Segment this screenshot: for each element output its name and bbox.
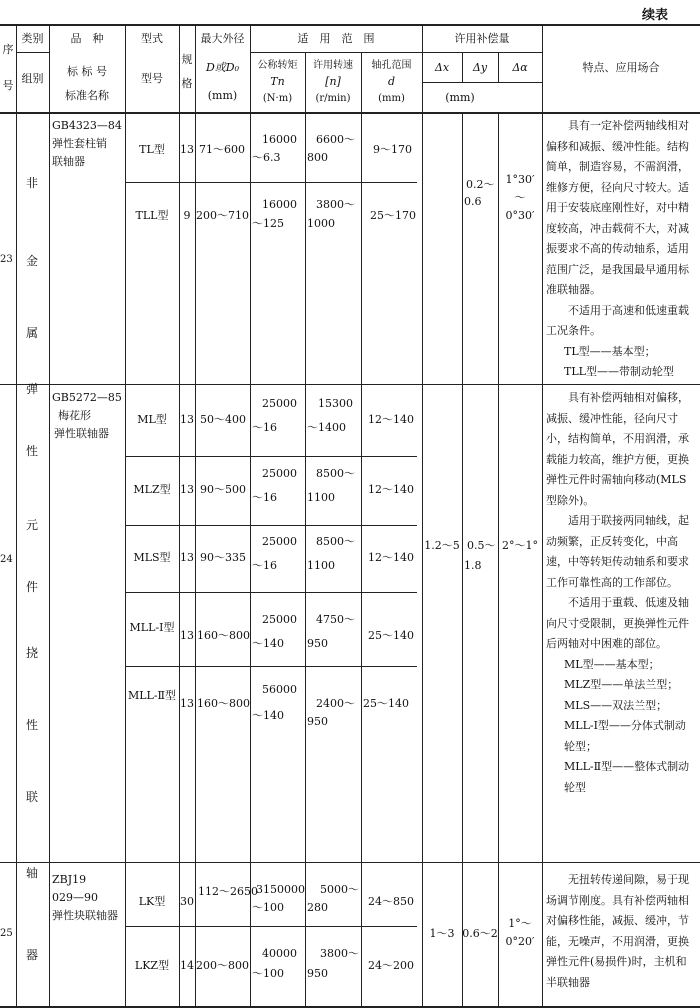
da-cell: 0°30′ xyxy=(505,209,535,222)
speed-cell: 280 xyxy=(307,901,328,914)
bore-cell: 25～140 xyxy=(368,629,414,642)
torque-cell: ～140 xyxy=(252,709,284,722)
od-cell: 160～800 xyxy=(197,629,250,642)
spec-cell: 14 xyxy=(180,959,194,972)
col-rule-14 xyxy=(542,24,543,1008)
od-cell: 160～800 xyxy=(197,697,250,710)
col-rule-8 xyxy=(361,52,362,1008)
standard-name: 联轴器 xyxy=(52,155,85,168)
features-paragraph: 具有补偿两轴相对偏移，减振、缓冲性能，径向尺寸小，结构简单，不用润滑，承载能力较高，维护方便，更换弹性元件时需轴向移动(MLS型除外)。 xyxy=(546,391,689,507)
standard-no: 029—90 xyxy=(52,891,98,904)
col-rule-7 xyxy=(305,52,306,1008)
features-paragraph: 具有一定补偿两轴线相对偏移和减振、缓冲性能。结构简单，制造容易，不需润滑，维修方便，径向尺寸较大。适用于安装底座刚性好，对中精度较高，冲击载荷不大，对减振要求不高的传动轴系，适用范围广泛，是我国最早通用标准联轴器。 xyxy=(546,119,689,296)
col-rule-4 xyxy=(179,24,180,1008)
category-char: 性 xyxy=(25,444,38,458)
torque-cell: ～16 xyxy=(252,421,277,434)
model-cell: MLL-Ⅰ型 xyxy=(129,621,175,634)
features-variant: MLL-Ⅱ型——整体式制动轮型 xyxy=(564,760,690,794)
spec-cell: 13 xyxy=(180,629,194,642)
category-char: 联 xyxy=(25,790,38,804)
torque-cell: 3150000 xyxy=(256,883,305,896)
standard-name: 弹性联轴器 xyxy=(54,427,109,440)
speed-cell: 950 xyxy=(307,637,328,650)
spec-cell: 13 xyxy=(180,413,194,426)
header-model-top: 型式 xyxy=(141,32,163,45)
dy-cell: 0.2～ xyxy=(466,178,495,191)
speed-cell: 4750～ xyxy=(316,613,355,626)
speed-cell: 800 xyxy=(307,151,328,164)
rule-comp-sub xyxy=(422,52,542,53)
bore-cell: 25～140 xyxy=(363,697,409,710)
header-max-od-symbol: D或D₀ xyxy=(205,61,240,74)
header-speed: 许用转速 xyxy=(313,60,353,71)
od-cell: 90～335 xyxy=(200,551,246,564)
dy-cell: 1.8 xyxy=(464,559,482,572)
category-char: 轴 xyxy=(25,866,38,880)
torque-cell: ～100 xyxy=(252,967,284,980)
rule-range-sub xyxy=(250,52,422,53)
rule-section-24-25 xyxy=(0,862,700,863)
header-compensation: 许用补偿量 xyxy=(454,32,510,45)
model-cell: MLL-Ⅱ型 xyxy=(127,689,177,702)
torque-cell: ～16 xyxy=(252,559,277,572)
category-vertical-text xyxy=(25,112,39,1006)
header-group: 组别 xyxy=(21,72,44,85)
header-max-od: 最大外径 xyxy=(200,32,245,45)
header-standard-name: 标准名称 xyxy=(65,89,109,102)
speed-cell: 1000 xyxy=(307,217,335,230)
torque-cell: 25000 xyxy=(262,467,297,480)
rule-mlz-mls xyxy=(125,525,417,526)
bore-cell: 24～850 xyxy=(368,895,414,908)
category-char: 非 xyxy=(25,176,38,190)
header-spec-2: 格 xyxy=(181,77,193,90)
category-char: 挠 xyxy=(25,646,38,660)
torque-cell: ～6.3 xyxy=(252,151,281,164)
category-char: 属 xyxy=(25,326,38,340)
speed-cell: 1100 xyxy=(307,559,335,572)
torque-cell: 25000 xyxy=(262,535,297,548)
standard-name: 弹性套柱销 xyxy=(52,137,107,150)
speed-cell: 2400～ xyxy=(316,697,355,710)
torque-cell: 25000 xyxy=(262,613,297,626)
col-rule-9 xyxy=(422,24,423,1008)
col-rule-12 xyxy=(462,112,463,1008)
category-char: 器 xyxy=(25,948,38,962)
rule-ml-mlz xyxy=(125,456,417,457)
seq-number: 23 xyxy=(0,254,13,265)
header-torque-unit: (N·m) xyxy=(262,93,293,104)
da-cell: 2°～1° xyxy=(502,539,538,552)
continued-label: 续表 xyxy=(641,8,668,23)
rule-header-bottom xyxy=(0,112,700,114)
torque-cell: 25000 xyxy=(262,397,297,410)
speed-cell: 8500～ xyxy=(316,535,355,548)
features-variant: MLS——双法兰型； xyxy=(564,698,668,712)
od-cell: 200～800 xyxy=(196,959,249,972)
features-variant: TLL型——带制动轮型 xyxy=(564,365,674,378)
category-char: 性 xyxy=(25,718,38,732)
model-cell: TLL型 xyxy=(135,209,169,222)
speed-cell: 6600～ xyxy=(316,133,355,146)
dy-cell: 0.6 xyxy=(464,195,482,208)
rule-tl-tll xyxy=(125,182,417,183)
od-cell: 200～710 xyxy=(196,209,249,222)
bore-cell: 25～170 xyxy=(370,209,416,222)
od-cell: 90～500 xyxy=(200,483,246,496)
bore-cell: 12～140 xyxy=(368,483,414,496)
speed-cell: 8500～ xyxy=(316,467,355,480)
header-dx: Δx xyxy=(434,61,450,74)
speed-cell: 1100 xyxy=(307,491,335,504)
rule-category-sub xyxy=(16,52,49,53)
features-paragraph: 不适用于高速和低速重载工况条件。 xyxy=(546,303,689,337)
rule-section-23-24 xyxy=(0,384,700,385)
speed-cell: ～1400 xyxy=(307,421,346,434)
features-variant: MLL-Ⅰ型——分体式制动轮型； xyxy=(564,719,686,753)
header-speed-symbol: [n] xyxy=(325,75,341,88)
dy-cell: 0.6～2 xyxy=(462,927,498,940)
rule-mls-mll1 xyxy=(125,592,417,593)
torque-cell: 16000 xyxy=(262,198,297,211)
spec-cell: 9 xyxy=(183,209,191,222)
header-features: 特点、应用场合 xyxy=(582,61,660,74)
bore-cell: 9～170 xyxy=(373,143,412,156)
da-cell: ～ xyxy=(514,191,526,204)
category-char: 件 xyxy=(25,580,38,594)
rule-mll1-mll2 xyxy=(125,666,417,667)
features-paragraph: 不适用于重载、低速及轴向尺寸受限制，更换弹性元件后两轴对中困难的部位。 xyxy=(546,596,689,650)
standard-no: ZBJ19 xyxy=(52,873,87,886)
standard-name: 梅花形 xyxy=(58,409,91,422)
header-standard-no: 标 标 号 xyxy=(67,65,107,78)
header-dy: Δy xyxy=(472,61,488,74)
da-cell: 0°20′ xyxy=(505,935,535,948)
features-24 xyxy=(546,388,696,798)
bore-cell: 12～140 xyxy=(368,551,414,564)
col-rule-5 xyxy=(195,24,196,1008)
header-spec-1: 规 xyxy=(181,53,193,66)
speed-cell: 3800～ xyxy=(316,198,355,211)
header-product: 品 种 xyxy=(70,32,104,45)
model-cell: LKZ型 xyxy=(134,959,170,972)
model-cell: MLZ型 xyxy=(133,483,171,496)
model-cell: LK型 xyxy=(138,895,166,908)
spec-cell: 30 xyxy=(180,895,194,908)
features-23 xyxy=(546,116,696,383)
col-rule-3 xyxy=(125,24,126,1008)
od-cell: 71～600 xyxy=(199,143,245,156)
coupling-table xyxy=(0,24,700,1008)
torque-cell: ～100 xyxy=(252,901,284,914)
header-torque-symbol: Tn xyxy=(270,75,285,88)
features-variant: ML型——基本型； xyxy=(564,657,660,671)
rule-comp-unit xyxy=(422,82,542,83)
features-25 xyxy=(546,870,696,993)
features-paragraph: 无扭转传递间隙，易于现场调节刚度。具有补偿两轴相对偏移性能，减振、缓冲，节能，无噪声，不用润滑，更换弹性元件(易损件)时，主机和半联轴器 xyxy=(546,873,689,989)
standard-no: GB5272—85 xyxy=(52,391,122,404)
features-paragraph: 适用于联接两同轴线，起动频繁，正反转变化，中高速，中等转矩传动轴系和要求工作可靠性高的工作部位。 xyxy=(546,514,689,589)
da-cell: 1°～ xyxy=(508,917,532,930)
seq-number: 25 xyxy=(0,928,13,939)
spec-cell: 13 xyxy=(180,551,194,564)
rule-lk-lkz xyxy=(125,926,417,927)
category-char: 金 xyxy=(25,254,38,268)
spec-cell: 13 xyxy=(180,697,194,710)
col-rule-2 xyxy=(49,24,50,1008)
header-da: Δα xyxy=(512,61,528,74)
dx-cell: 1.2～5 xyxy=(424,539,460,552)
bore-cell: 24～200 xyxy=(368,959,414,972)
spec-cell: 13 xyxy=(180,143,194,156)
spec-cell: 13 xyxy=(180,483,194,496)
torque-cell: ～140 xyxy=(252,637,284,650)
od-cell: 50～400 xyxy=(200,413,246,426)
category-char: 弹 xyxy=(25,382,38,396)
speed-cell: 5000～ xyxy=(320,883,359,896)
header-torque: 公称转矩 xyxy=(257,60,298,71)
model-cell: TL型 xyxy=(139,143,165,156)
torque-cell: ～16 xyxy=(252,491,277,504)
speed-cell: 950 xyxy=(307,715,328,728)
category-char: 元 xyxy=(25,518,38,532)
torque-cell: 56000 xyxy=(262,683,297,696)
standard-no: GB4323—84 xyxy=(52,119,122,132)
features-variant: TL型——基本型； xyxy=(564,344,656,358)
header-speed-unit: (r/min) xyxy=(315,93,351,104)
col-rule-1 xyxy=(16,24,17,1008)
standard-name: 弹性块联轴器 xyxy=(52,909,118,922)
speed-cell: 15300 xyxy=(318,397,353,410)
speed-cell: 950 xyxy=(307,967,328,980)
col-rule-6 xyxy=(250,24,251,1008)
header-range: 适 用 范 围 xyxy=(297,32,375,45)
torque-cell: 16000 xyxy=(262,133,297,146)
od-cell: 112～2650 xyxy=(198,885,258,898)
model-cell: MLS型 xyxy=(133,551,171,564)
dy-cell: 0.5～ xyxy=(467,539,496,552)
bore-cell: 12～140 xyxy=(368,413,414,426)
dx-cell: 1～3 xyxy=(429,927,455,940)
header-seq-1: 序 xyxy=(2,43,14,56)
header-comp-unit: (mm) xyxy=(445,91,475,104)
seq-number: 24 xyxy=(0,554,13,565)
features-variant: MLZ型——单法兰型； xyxy=(564,678,679,691)
header-bore-symbol: d xyxy=(387,75,396,88)
col-rule-13 xyxy=(498,112,499,1008)
rule-top xyxy=(0,24,700,26)
speed-cell: 3800～ xyxy=(320,947,359,960)
header-category: 类别 xyxy=(21,32,44,45)
header-max-od-unit: (mm) xyxy=(207,89,238,102)
torque-cell: 40000 xyxy=(262,947,297,960)
header-model-no: 型号 xyxy=(141,72,163,85)
header-bore-unit: (mm) xyxy=(378,93,405,104)
header-bore: 轴孔范围 xyxy=(371,60,412,71)
model-cell: ML型 xyxy=(137,413,167,426)
torque-cell: ～125 xyxy=(252,217,284,230)
da-cell: 1°30′ xyxy=(505,173,535,186)
header-seq-2: 号 xyxy=(2,79,14,92)
